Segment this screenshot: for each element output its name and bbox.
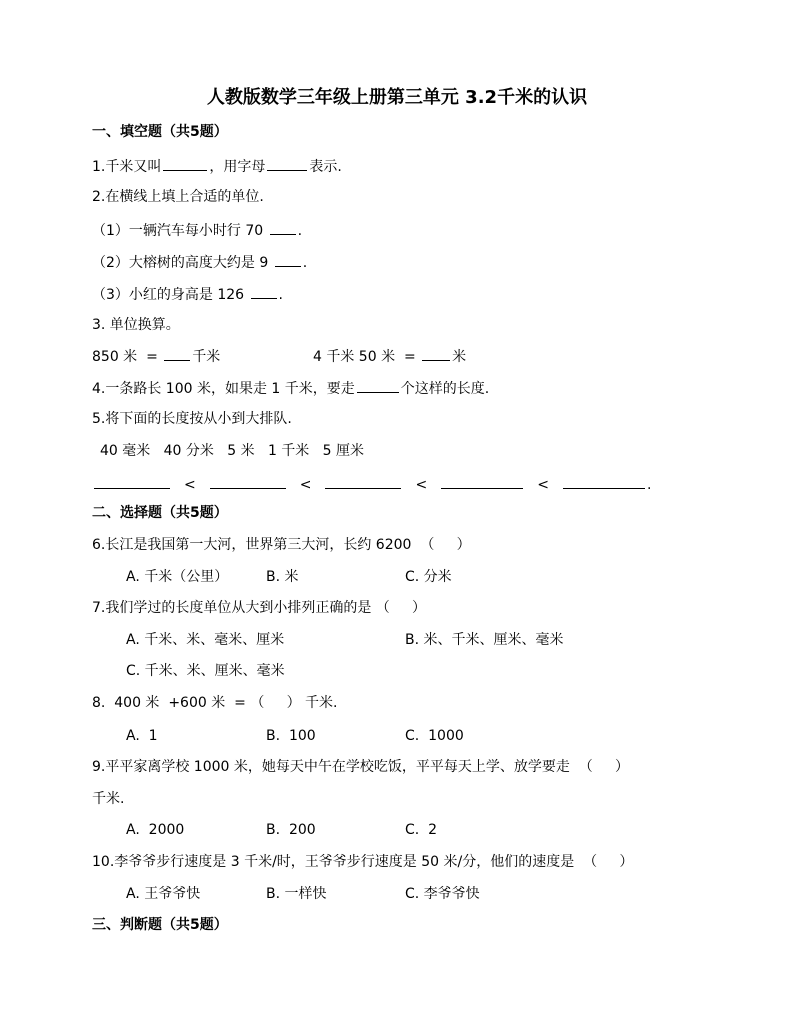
question-8-stem: 8. 400 米 +600 米 = （ ） 千米. (92, 695, 338, 711)
unit-label: 米 (452, 349, 467, 365)
unit-label: 千米 (192, 349, 221, 365)
question-4 (92, 377, 489, 399)
question-10-option-c[interactable]: C. 李爷爷快 (405, 886, 480, 902)
section-heading-multiple-choice: 二、选择题（共5题） (92, 505, 228, 521)
answer-blank[interactable] (275, 251, 301, 267)
question-2-item-3 (92, 283, 283, 305)
period: . (297, 223, 303, 239)
question-2-item-2-text: （2）大榕树的高度大约是 9 (92, 255, 273, 271)
question-3-stem: 3. 单位换算。 (92, 317, 180, 333)
question-7-stem: 7.我们学过的长度单位从大到小排列正确的是 （ ） (92, 600, 427, 616)
question-10-option-b[interactable]: B. 一样快 (266, 886, 327, 902)
less-than-sign: < (537, 477, 549, 493)
question-2-item-1 (92, 219, 302, 241)
question-6-option-b[interactable]: B. 米 (266, 569, 299, 585)
answer-blank[interactable] (422, 345, 450, 361)
question-9-stem: 9.平平家离学校 1000 米，她每天中午在学校吃饭，平平每天上学、放学要走 （ ） (92, 759, 630, 775)
question-9-option-c[interactable]: C. 2 (405, 822, 438, 838)
conversion-left: 850 米 = (92, 349, 163, 365)
question-6-option-c[interactable]: C. 分米 (405, 569, 452, 585)
period: . (302, 255, 308, 271)
question-1 (92, 155, 342, 177)
question-8-option-b[interactable]: B. 100 (266, 728, 316, 744)
question-3-line-2 (313, 345, 466, 367)
conversion-left: 4 千米 50 米 = (313, 349, 421, 365)
less-than-sign: < (415, 477, 428, 493)
question-5-order-line (92, 473, 651, 495)
less-than-sign: < (299, 477, 312, 493)
question-7-option-a[interactable]: A. 千米、米、毫米、厘米 (126, 632, 285, 648)
answer-blank[interactable] (563, 473, 645, 489)
question-9-option-b[interactable]: B. 200 (266, 822, 316, 838)
answer-blank[interactable] (163, 155, 207, 171)
question-4-text-a: 4.一条路长 100 米，如果走 1 千米，要走 (92, 381, 355, 397)
answer-blank[interactable] (164, 345, 190, 361)
answer-blank[interactable] (357, 377, 399, 393)
question-1-text-a: 1.千米又叫 (92, 159, 162, 175)
period: . (646, 477, 652, 493)
question-2-item-3-text: （3）小红的身高是 126 (92, 287, 249, 303)
question-6-stem: 6.长江是我国第一大河，世界第三大河，长约 6200 （ ） (92, 537, 471, 553)
question-1-text-c: 表示. (309, 159, 342, 175)
answer-blank[interactable] (441, 473, 523, 489)
question-6-option-a[interactable]: A. 千米（公里） (126, 569, 229, 585)
question-9-stem-continued: 千米. (92, 791, 125, 807)
question-2-stem: 2.在横线上填上合适的单位. (92, 189, 264, 205)
question-8-option-c[interactable]: C. 1000 (405, 728, 464, 744)
question-3-line-1 (92, 345, 220, 367)
question-1-text-b: ，用字母 (209, 159, 266, 175)
question-5-stem: 5.将下面的长度按从小到大排队. (92, 411, 292, 427)
section-heading-fill-blank: 一、填空题（共5题） (92, 124, 228, 140)
period: . (278, 287, 283, 303)
question-5-items: 40 毫米 40 分米 5 米 1 千米 5 厘米 (100, 443, 365, 459)
question-4-text-b: 个这样的长度. (400, 381, 490, 397)
question-2-item-2 (92, 251, 307, 273)
answer-blank[interactable] (251, 283, 277, 299)
question-8-option-a[interactable]: A. 1 (126, 728, 158, 744)
less-than-sign: < (184, 477, 196, 493)
question-7-option-b[interactable]: B. 米、千米、厘米、毫米 (405, 632, 564, 648)
answer-blank[interactable] (94, 473, 170, 489)
question-10-option-a[interactable]: A. 王爷爷快 (126, 886, 201, 902)
question-7-option-c[interactable]: C. 千米、米、厘米、毫米 (126, 663, 285, 679)
question-2-item-1-text: （1）一辆汽车每小时行 70 (92, 223, 268, 239)
page-title: 人教版数学三年级上册第三单元 3.2千米的认识 (206, 87, 588, 108)
section-heading-true-false: 三、判断题（共5题） (92, 917, 228, 933)
question-9-option-a[interactable]: A. 2000 (126, 822, 185, 838)
answer-blank[interactable] (210, 473, 286, 489)
answer-blank[interactable] (267, 155, 307, 171)
answer-blank[interactable] (325, 473, 401, 489)
answer-blank[interactable] (270, 219, 296, 235)
question-10-stem: 10.李爷爷步行速度是 3 千米/时，王爷爷步行速度是 50 米/分，他们的速度是 （ ） (92, 854, 634, 870)
